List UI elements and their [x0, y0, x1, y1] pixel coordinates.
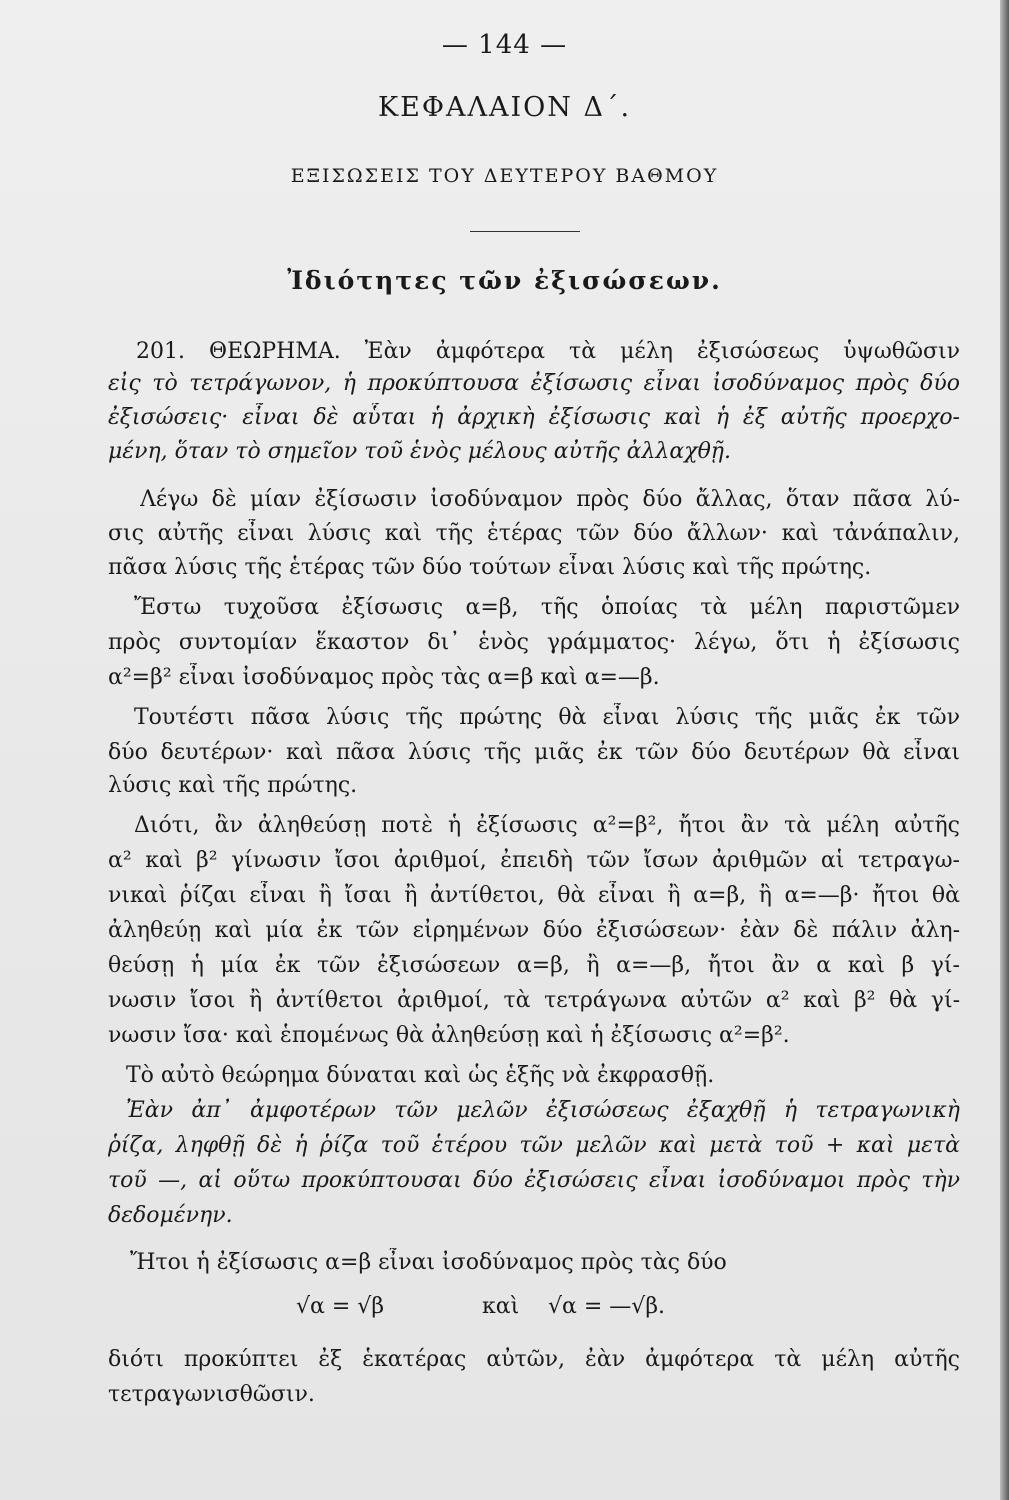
text-line: Τουτέστι πᾶσα λύσις τῆς πρώτης θὰ εἶναι λύσις τῆς μιᾶς ἐκ τῶν — [134, 705, 960, 730]
text-line: Τὸ αὐτὸ θεώρημα δύναται καὶ ὡς ἑξῆς νὰ ἐκφρασθῇ. — [126, 1063, 715, 1088]
page-number: — 144 — — [441, 30, 568, 60]
chapter-title: ΚΕΦΑΛΑΙΟΝ Δ΄. — [377, 92, 632, 123]
text-line: διότι προκύπτει ἐξ ἑκατέρας αὐτῶν, ἐὰν ἀμφότερα τὰ μέλη αὐτῆς — [108, 1347, 960, 1372]
text-line: Λέγω δὲ μίαν ἐξίσωσιν ἰσοδύναμον πρὸς δύο ἄλλας, ὅταν πᾶσα λύ- — [140, 487, 960, 512]
text-line: δεδομένην. — [108, 1203, 233, 1228]
text-line: α² καὶ β² γίνωσιν ἴσοι ἀριθμοί, ἐπειδὴ τῶν ἴσων ἀριθμῶν αἱ τετραγω- — [108, 848, 960, 873]
equation-line — [296, 1294, 796, 1326]
chapter-subtitle: ΕΞΙΣΩΣΕΙΣ ΤΟΥ ΔΕΥΤΕΡΟΥ ΒΑΘΜΟΥ — [290, 165, 719, 187]
text-line: α²=β² εἶναι ἰσοδύναμος πρὸς τὰς α=β καὶ α=—β. — [108, 665, 660, 690]
text-line: νωσιν ἴσα· καὶ ἑπομένως θὰ ἀληθεύσῃ καὶ ἡ ἐξίσωσις α²=β². — [108, 1023, 790, 1048]
equation-right: √α = —√β. — [548, 1294, 666, 1319]
text-line: Ἤτοι ἡ ἐξίσωσις α=β εἶναι ἰσοδύναμος πρὸς τὰς δύο — [130, 1250, 727, 1275]
text-line: τετραγωνισθῶσιν. — [108, 1382, 315, 1407]
text-line: λύσις καὶ τῆς πρώτης. — [108, 773, 358, 798]
text-line: ῥίζα, ληφθῇ δὲ ἡ ῥίζα τοῦ ἑτέρου τῶν μελῶν καὶ μετὰ τοῦ + καὶ μετὰ — [108, 1133, 960, 1158]
text-line: νικαὶ ῥίζαι εἶναι ἢ ἴσαι ἢ ἀντίθετοι, θὰ εἶναι ἢ α=β, ἢ α=—β· ἤτοι θὰ — [108, 883, 960, 908]
text-line: σις αὐτῆς εἶναι λύσις καὶ τῆς ἑτέρας τῶν δύο ἄλλων· καὶ τἀνάπαλιν, — [108, 521, 960, 546]
equation-left: √α = √β — [296, 1294, 385, 1319]
text-line: πρὸς συντομίαν ἕκαστον δι᾽ ἑνὸς γράμματος· λέγω, ὅτι ἡ ἐξίσωσις — [108, 630, 960, 655]
text-line: θεύσῃ ἡ μία ἐκ τῶν ἐξισώσεων α=β, ἢ α=—β, ἤτοι ἂν α καὶ β γί- — [108, 953, 960, 978]
text-line: νωσιν ἴσοι ἢ ἀντίθετοι ἀριθμοί, τὰ τετράγωνα αὐτῶν α² καὶ β² θὰ γί- — [108, 988, 960, 1013]
text-line: δύο δευτέρων· καὶ πᾶσα λύσις τῆς μιᾶς ἐκ τῶν δύο δευτέρων θὰ εἶναι — [108, 740, 960, 765]
text-line: τοῦ —, αἱ οὕτω προκύπτουσαι δύο ἐξισώσεις εἶναι ἰσοδύναμοι πρὸς τὴν — [108, 1168, 960, 1193]
text-line: Ἔστω τυχοῦσα ἐξίσωσις α=β, τῆς ὁποίας τὰ μέλη παριστῶμεν — [134, 595, 960, 620]
text-line: μένη, ὅταν τὸ σημεῖον τοῦ ἑνὸς μέλους αὐτῆς ἀλλαχθῇ. — [108, 439, 731, 464]
page-edge — [1000, 0, 1009, 1500]
divider-rule — [470, 231, 580, 232]
text-line: Διότι, ἂν ἀληθεύσῃ ποτὲ ἡ ἐξίσωσις α²=β², ἤτοι ἂν τὰ μέλη αὐτῆς — [134, 813, 960, 838]
text-line: ἀληθεύῃ καὶ μία ἐκ τῶν εἰρημένων δύο ἐξισώσεων· ἐὰν δὲ πάλιν ἀλη- — [108, 918, 960, 943]
text-line: ἐξισώσεις· εἶναι δὲ αὗται ἡ ἀρχικὴ ἐξίσωσις καὶ ἡ ἐξ αὐτῆς προερχο- — [108, 405, 960, 430]
text-line: Ἐὰν ἀπ᾽ ἀμφοτέρων τῶν μελῶν ἐξισώσεως ἐξαχθῇ ἡ τετραγωνικὴ — [126, 1098, 960, 1123]
text-line: 201. ΘΕΩΡΗΜΑ. Ἐὰν ἀμφότερα τὰ μέλη ἐξισώσεως ὑψωθῶσιν — [136, 339, 960, 364]
section-title: Ἰδιότητες τῶν ἐξισώσεων. — [287, 266, 722, 295]
text-line: πᾶσα λύσις τῆς ἑτέρας τῶν δύο τούτων εἶναι λύσις καὶ τῆς πρώτης. — [108, 555, 872, 580]
text-line: εἰς τὸ τετράγωνον, ἡ προκύπτουσα ἐξίσωσις εἶναι ἰσοδύναμος πρὸς δύο — [108, 371, 960, 396]
equation-conjunction: καὶ — [482, 1294, 520, 1319]
